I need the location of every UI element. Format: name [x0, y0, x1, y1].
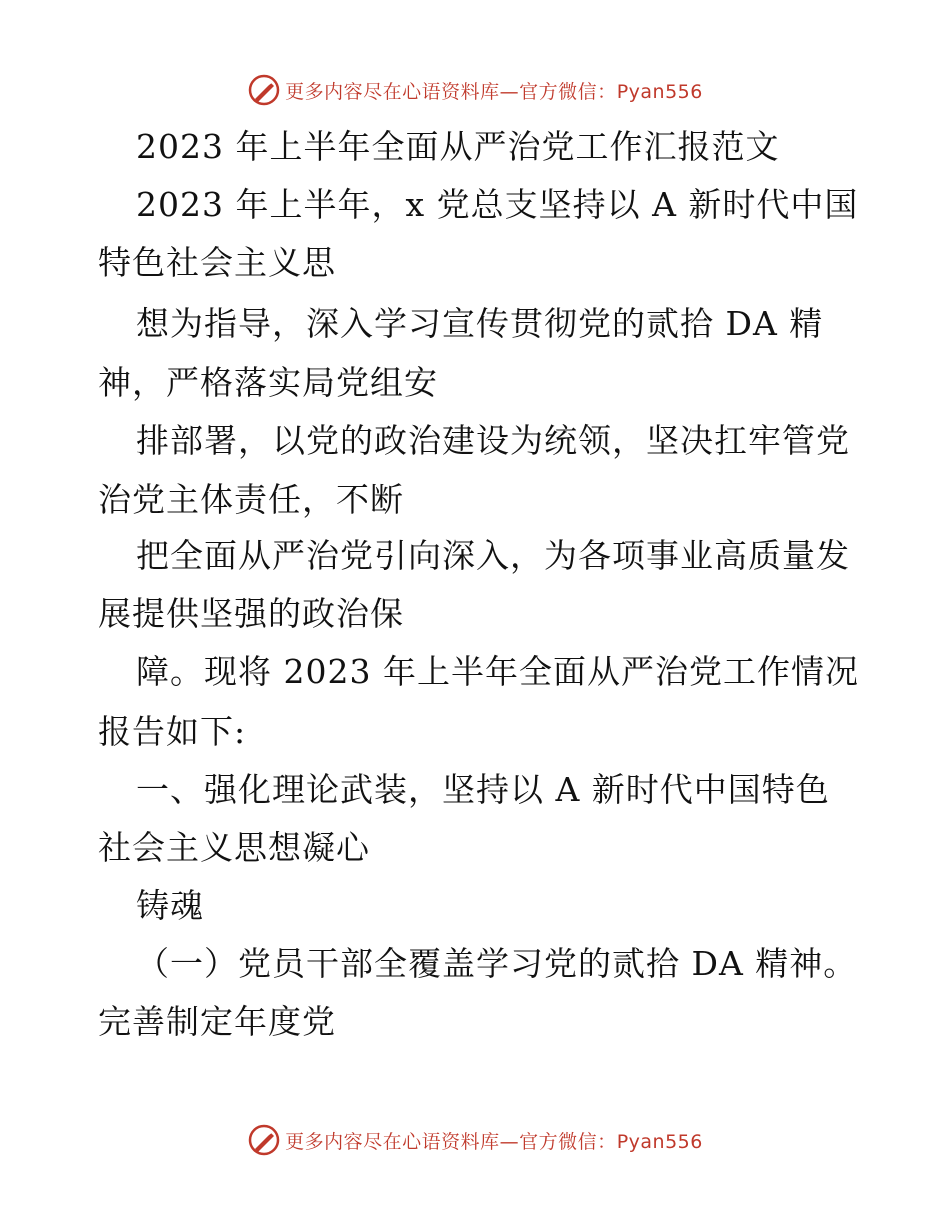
document-title: 2023 年上半年全面从严治党工作汇报范文 [136, 127, 780, 166]
watermark-text: 更多内容尽在心语资料库—官方微信：Pyan556 [285, 80, 703, 103]
paragraph-line: 2023 年上半年，x 党总支坚持以 A 新时代中国 [136, 185, 859, 224]
watermark-banner-top [0, 70, 950, 110]
paragraph-line: 展提供坚强的政治保 [98, 594, 404, 633]
subsection-heading: （一）党员干部全覆盖学习党的贰拾 DA 精神。 [136, 944, 858, 983]
quill-logo-icon [247, 1123, 281, 1157]
paragraph-line: 报告如下: [98, 712, 247, 751]
paragraph-line: 完善制定年度党 [98, 1002, 336, 1041]
section-heading-line: 铸魂 [136, 886, 204, 925]
watermark-text: 更多内容尽在心语资料库—官方微信：Pyan556 [285, 1130, 703, 1153]
watermark-banner-bottom [0, 1120, 950, 1160]
paragraph-line: 特色社会主义思 [98, 243, 336, 282]
paragraph-line: 神，严格落实局党组安 [98, 363, 438, 402]
paragraph-line: 排部署，以党的政治建设为统领，坚决扛牢管党 [136, 421, 850, 460]
section-heading-line: 社会主义思想凝心 [98, 828, 370, 867]
quill-logo-icon [247, 73, 281, 107]
paragraph-line: 把全面从严治党引向深入，为各项事业高质量发 [136, 536, 850, 575]
paragraph-line: 障。现将 2023 年上半年全面从严治党工作情况 [136, 652, 859, 691]
section-heading: 一、强化理论武装，坚持以 A 新时代中国特色 [136, 770, 830, 809]
paragraph-line: 治党主体责任，不断 [98, 480, 404, 519]
paragraph-line: 想为指导，深入学习宣传贯彻党的贰拾 DA 精 [136, 304, 824, 343]
